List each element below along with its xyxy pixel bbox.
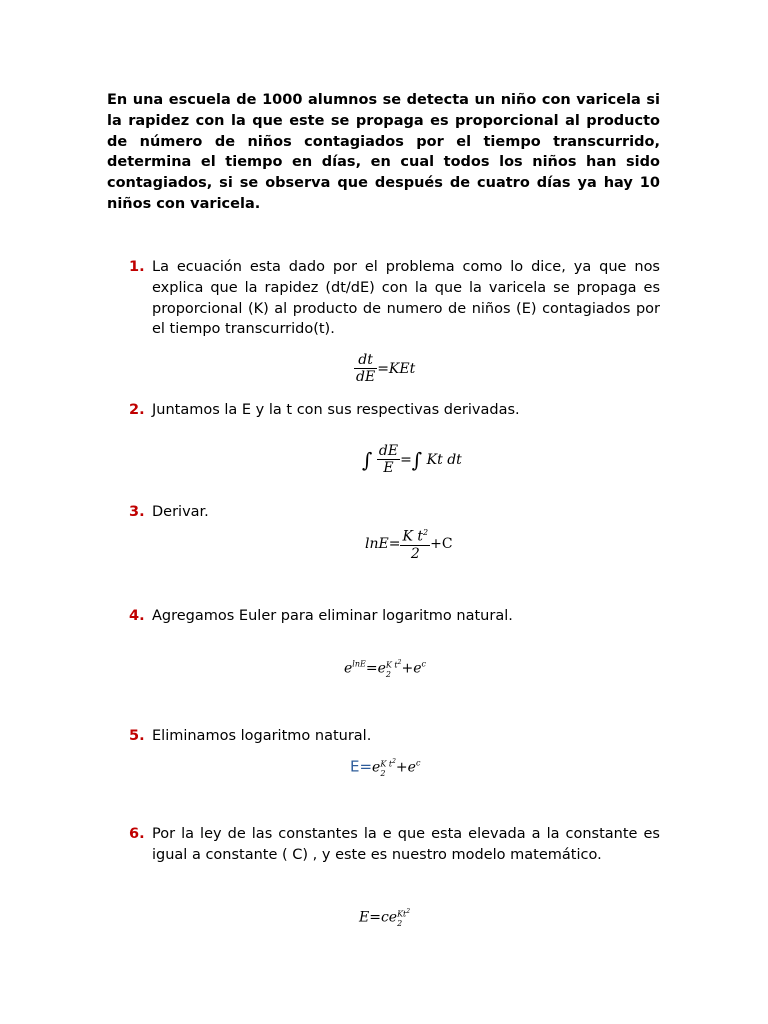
exponent-c: c [421, 659, 426, 669]
integral-sign: ∫ [362, 448, 373, 472]
plus-sign: + [401, 660, 414, 677]
exponent-bottom: 2 [380, 768, 386, 778]
numerator [400, 525, 430, 545]
exponent-top [397, 907, 410, 919]
equation-lhs: lnE= [365, 535, 401, 552]
step-number: 5. [129, 728, 145, 744]
problem-statement: En una escuela de 1000 alumnos se detecta un niño con varicela si la rapidez con la que este se propaga es proporcional al producto de número de niños contagiados por el tiempo transcurrido, determina el tiempo en días, en cual todos los niños han sido contagiados, si se observa que después de cuatro días ya hay 10 niños con varicela. [107, 92, 660, 212]
step-text: Juntamos la E y la t con sus respectivas derivadas. [152, 402, 520, 418]
exponent-stack [397, 907, 410, 928]
plus-sign: + [395, 759, 408, 776]
step-5 [129, 726, 660, 747]
numerator-base: K t [402, 528, 423, 545]
step-number: 4. [129, 608, 145, 624]
step-text: Por la ley de las constantes la e que esta elevada a la constante es igual a constante ( C) , y este es nuestro modelo matemático. [152, 826, 660, 863]
exponent-square: 2 [397, 659, 402, 666]
base-e: e [413, 660, 422, 677]
fraction [377, 443, 400, 477]
base-e: e [344, 660, 353, 677]
step-number: 6. [129, 826, 145, 842]
numerator-exponent: 2 [423, 528, 429, 537]
step-4 [129, 606, 660, 627]
step-text: La ecuación esta dado por el problema como lo dice, ya que nos explica que la rapidez (dt/dE) con la que la varicela se propaga es proporcional (K) al producto de numero de niños (E) contagiados por el tiempo transcurrido(t). [152, 259, 660, 338]
step-text: Agregamos Euler para eliminar logaritmo natural. [152, 608, 513, 624]
equation-lhs: E=ce [359, 909, 398, 926]
step-1 [129, 257, 660, 340]
step-text: Eliminamos logaritmo natural. [152, 728, 372, 744]
exponent-c: c [415, 758, 421, 768]
step-number: 3. [129, 504, 145, 520]
exponent-bottom: 2 [385, 669, 391, 679]
equation-lhs: E= [350, 757, 373, 776]
base-e: e [372, 759, 381, 776]
denominator: E [377, 459, 400, 477]
step-number: 2. [129, 402, 145, 418]
exponent-kt: K t [385, 660, 398, 670]
fraction [354, 352, 377, 386]
exponent-top [380, 757, 396, 769]
equation-4 [344, 658, 426, 679]
step-2 [129, 400, 660, 421]
equation-rhs: Kt dt [426, 452, 462, 468]
step-text: Derivar. [152, 504, 209, 520]
exponent-top [386, 658, 402, 670]
denominator: 2 [400, 545, 430, 563]
exponent-bottom: 2 [397, 918, 403, 928]
equation-rhs: =KEt [377, 361, 416, 377]
integral-sign: ∫ [411, 448, 423, 472]
exponent-stack [386, 658, 402, 679]
exponent-kt: Kt [397, 909, 407, 919]
base-e: e [377, 660, 386, 677]
equals-sign: = [400, 452, 412, 468]
numerator: dE [378, 443, 399, 459]
step-6 [129, 824, 660, 866]
equation-3 [365, 525, 453, 563]
exponent-square: 2 [392, 758, 396, 765]
step-number: 1. [129, 259, 145, 275]
fraction [400, 525, 430, 563]
equation-2 [362, 443, 462, 477]
exponent-kt: K t [380, 759, 393, 769]
exponent-square: 2 [406, 908, 411, 915]
exponent-lnE: lnE [352, 659, 366, 669]
base-e: e [407, 759, 416, 776]
equation-1 [354, 352, 415, 386]
equation-6 [359, 907, 410, 928]
equation-5 [350, 757, 420, 778]
denominator: dE [356, 369, 376, 385]
equation-rhs: +C [430, 535, 453, 552]
exponent-stack [380, 757, 396, 778]
numerator: dt [358, 352, 373, 368]
equals-sign: = [365, 660, 378, 677]
step-3 [129, 502, 660, 523]
